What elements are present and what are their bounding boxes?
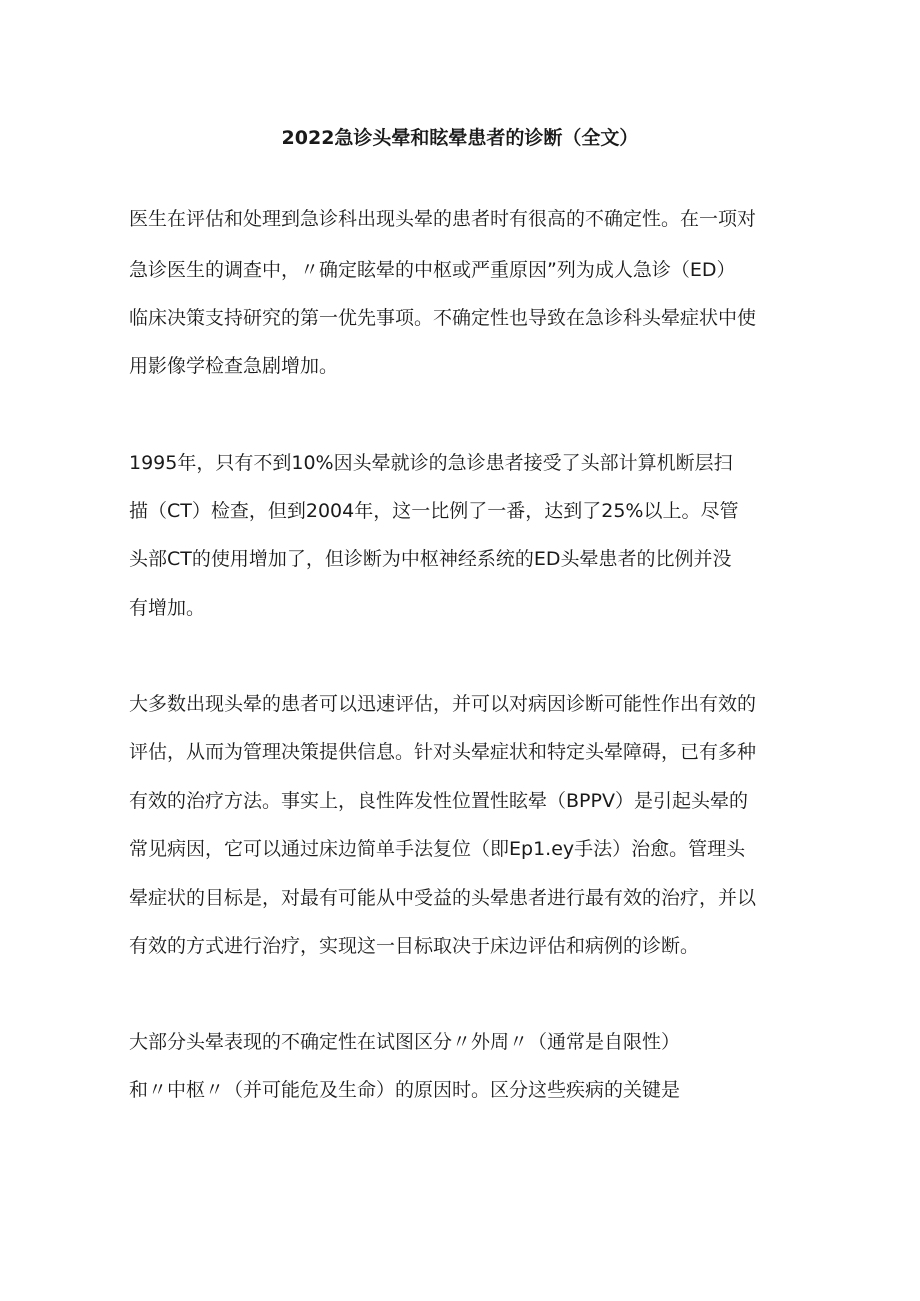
text-line: 临床决策支持研究的第一优先事项。不确定性也导致在急诊科头晕症状中使 <box>129 307 757 329</box>
text-line: 常见病因，它可以通过床边简单手法复位（即Ep1.ey手法）治愈。管理头 <box>129 838 746 860</box>
text-line: 头部CT的使用增加了，但诊断为中枢神经系统的ED头晕患者的比例并没 <box>129 548 732 570</box>
text-line: 晕症状的目标是，对最有可能从中受益的头晕患者进行最有效的治疗，并以 <box>129 887 757 909</box>
text-line: 描（CT）检查，但到2004年，这一比例了一番，达到了25%以上。尽管 <box>129 500 739 522</box>
text-line: 1995年，只有不到10%因头晕就诊的急诊患者接受了头部计算机断层扫 <box>129 452 733 474</box>
text-line: 医生在评估和处理到急诊科出现头晕的患者时有很高的不确定性。在一项对 <box>129 208 757 230</box>
text-line: 评估，从而为管理决策提供信息。针对头晕症状和特定头晕障碍，已有多种 <box>129 741 757 763</box>
text-line: 和〃中枢〃（并可能危及生命）的原因时。区分这些疾病的关键是 <box>129 1079 681 1101</box>
text-line: 有效的方式进行治疗，实现这一目标取决于床边评估和病例的诊断。 <box>129 935 700 957</box>
text-line: 大部分头晕表现的不确定性在试图区分〃外周〃（通常是自限性） <box>129 1031 681 1053</box>
text-line: 有增加。 <box>129 597 206 619</box>
document-title: 2022急诊头晕和眩晕患者的诊断（全文） <box>281 127 639 149</box>
text-line: 用影像学检查急剧增加。 <box>129 355 339 377</box>
text-line: 大多数出现头晕的患者可以迅速评估，并可以对病因诊断可能性作出有效的 <box>129 693 757 715</box>
text-line: 急诊医生的调查中，〃确定眩晕的中枢或严重原因”列为成人急诊（ED） <box>129 259 736 281</box>
text-line: 有效的治疗方法。事实上，良性阵发性位置性眩晕（BPPV）是引起头晕的 <box>129 790 748 812</box>
